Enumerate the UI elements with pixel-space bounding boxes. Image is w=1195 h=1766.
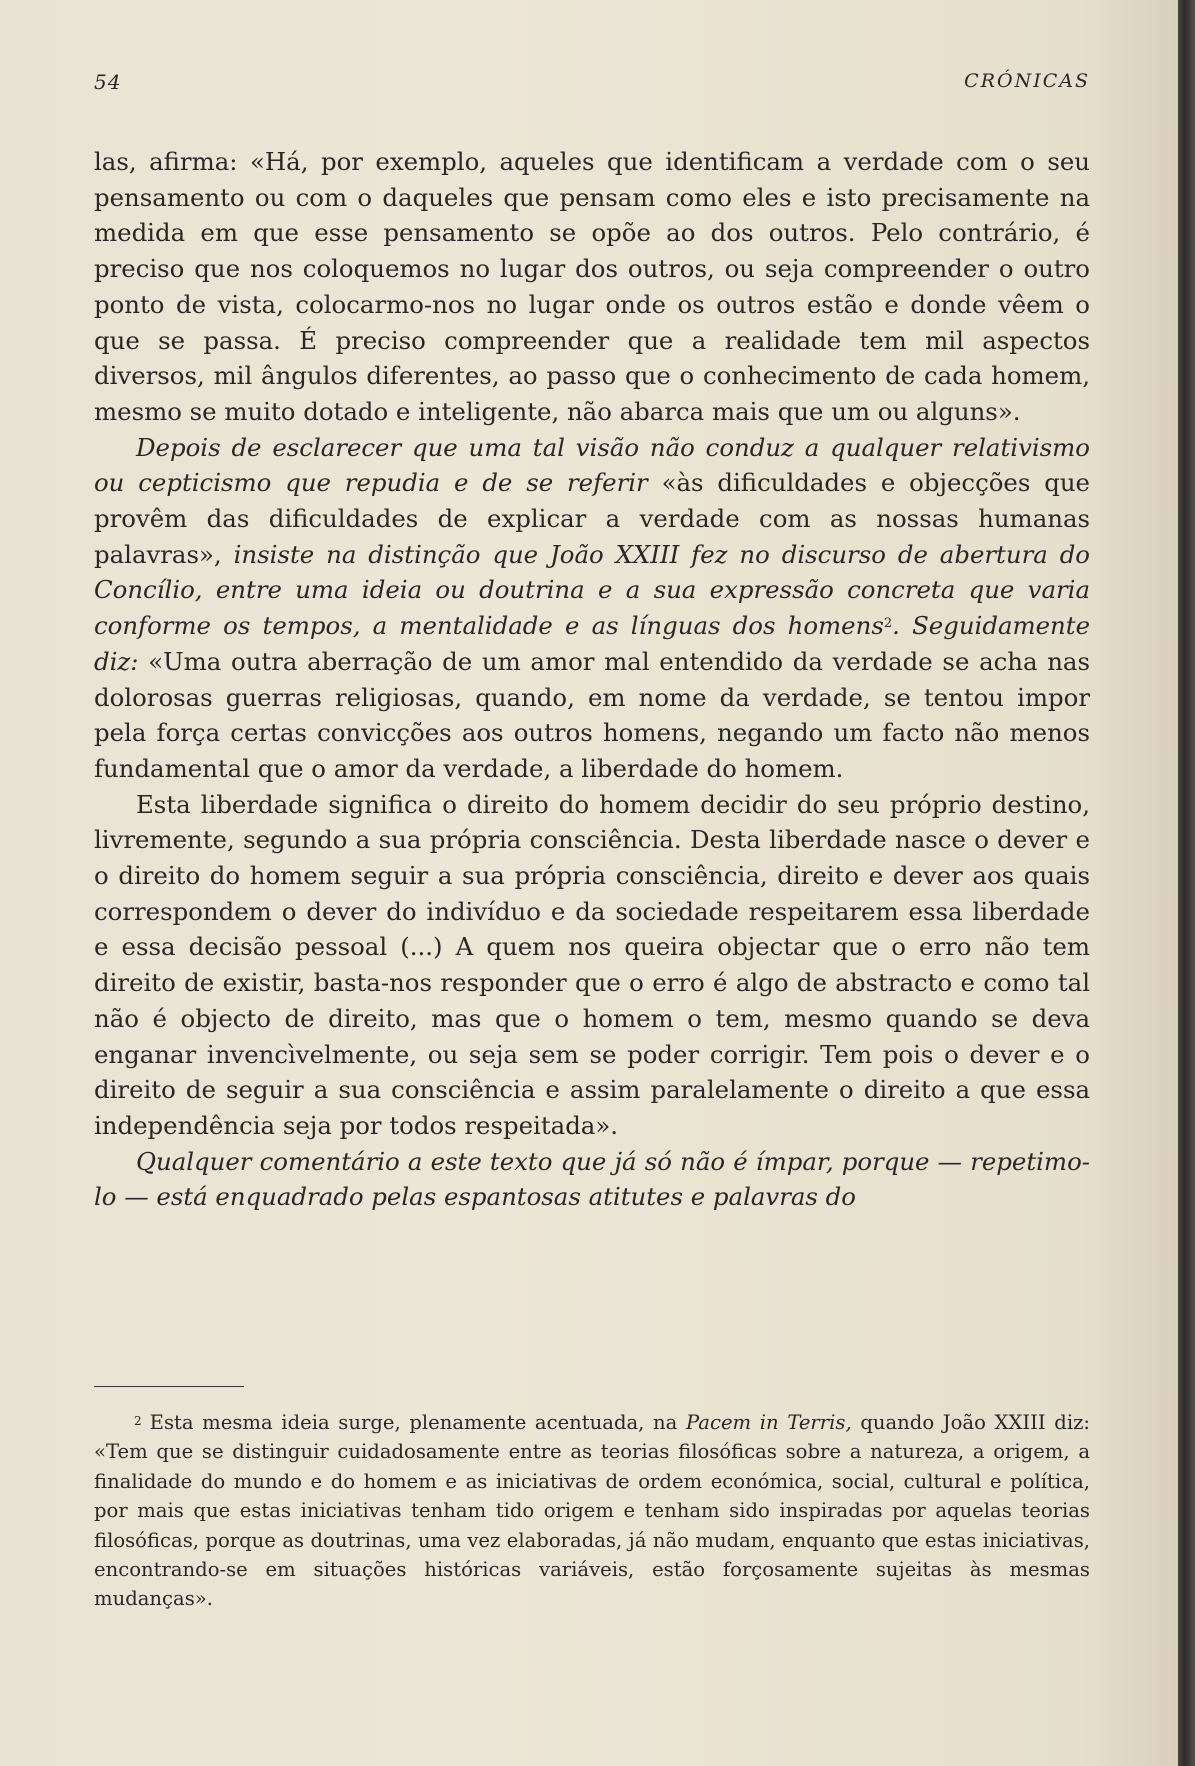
paragraph-1: las, afirma: «Há, por exemplo, aqueles que identificam a verdade com o seu pensamento ou com o daqueles que pensam como eles e isto precisamente na medida em que esse pensamento se opõe ao dos outros. Pelo contrário, é preciso que nos coloquemos no lugar dos outros, ou seja compreender o outro ponto de vista, colocarmo-nos no lugar onde os outros estão e donde vêem o que se passa. É preciso compreender que a realidade tem mil aspectos diversos, mil ângulos diferentes, ao passo que o conhecimento de cada homem, mesmo se muito dotado e inteligente, não abarca mais que um ou alguns».: [94, 147, 1090, 426]
footnote-marker: 2: [134, 1414, 142, 1428]
paragraph-2: [94, 430, 1090, 787]
footnote-reference: 2: [883, 616, 893, 632]
paragraph-2-italic-c: . Seguidamente diz:: [94, 611, 1090, 676]
footnote-text-a: Esta mesma ideia surge, plenamente acentuada, na: [149, 1411, 678, 1434]
section-title: CRÓNICAS: [964, 70, 1090, 92]
paragraph-2-quote-a: «às dificuldades e objecções que provêm das dificuldades de explicar a verdade com as nossas humanas palavras»,: [94, 468, 1090, 569]
footnote-text-b: quando João XXIII diz: «Tem que se distinguir cuidadosamente entre as teorias filosóficas sobre a natureza, a origem, a finalidade do mundo e do homem e as iniciativas de ordem económica, social, cultural e política, por mais que estas iniciativas tenham tido origem e tenham sido inspiradas por aquelas teorias filosóficas, porque as doutrinas, uma vez elaboradas, já não mudam, enquanto que estas iniciativas, encontrando-se em situações históricas variáveis, estão forçosamente sujeitas às mesmas mudanças».: [94, 1411, 1091, 1611]
running-head: [94, 70, 1090, 100]
footnote-title: Pacem in Terris,: [686, 1411, 852, 1434]
paragraph-4: [94, 1144, 1090, 1215]
paragraph-4-italic: Qualquer comentário a este texto que já só não é ímpar, porque — repetimo-lo — está enquadrado pelas espantosas atitutes e palavras do: [94, 1146, 1090, 1212]
page-edge-shadow: [1178, 0, 1195, 1766]
paragraph-3: Esta liberdade significa o direito do homem decidir do seu próprio destino, livremente, segundo a sua própria consciência. Desta liberdade nasce o dever e o direito do homem seguir a sua própria consciência, direito e dever aos quais correspondem o dever do indivíduo e da sociedade respeitarem essa liberdade e essa decisão pessoal (...) A quem nos queira objectar que o erro não tem direito de existir, basta-nos responder que o erro é algo de abstracto e como tal não é objecto de direito, mas que o homem o tem, mesmo quando se deva enganar invencìvelmente, ou seja sem se poder corrigir. Tem pois o dever e o direito de seguir a sua consciência e assim paralelamente o direito a que essa independência seja por todos respeitada».: [94, 789, 1090, 1140]
paragraph-2-italic-b: insiste na distinção que João XXIII fez no discurso de abertura do Concílio, entre uma ideia ou doutrina e a sua expressão concreta que varia conforme os tempos, a mentalidade e as línguas dos homens: [94, 539, 1090, 641]
footnote-divider: [94, 1386, 244, 1387]
paragraph-2-italic-a: Depois de esclarecer que uma tal visão não conduz a qualquer relativismo ou cepticismo que repudia e de se referir: [94, 432, 1090, 498]
body-text: [94, 144, 1090, 1215]
paragraph-2-quote-b: «Uma outra aberração de um amor mal entendido da verdade se acha nas dolorosas guerras religiosas, quando, em nome da verdade, se tentou impor pela força certas convicções aos outros homens, negando um facto não menos fundamental que o amor da verdade, a liberdade do homem.: [94, 646, 1090, 783]
page-number: 54: [94, 70, 122, 94]
footnote: [94, 1408, 1090, 1614]
